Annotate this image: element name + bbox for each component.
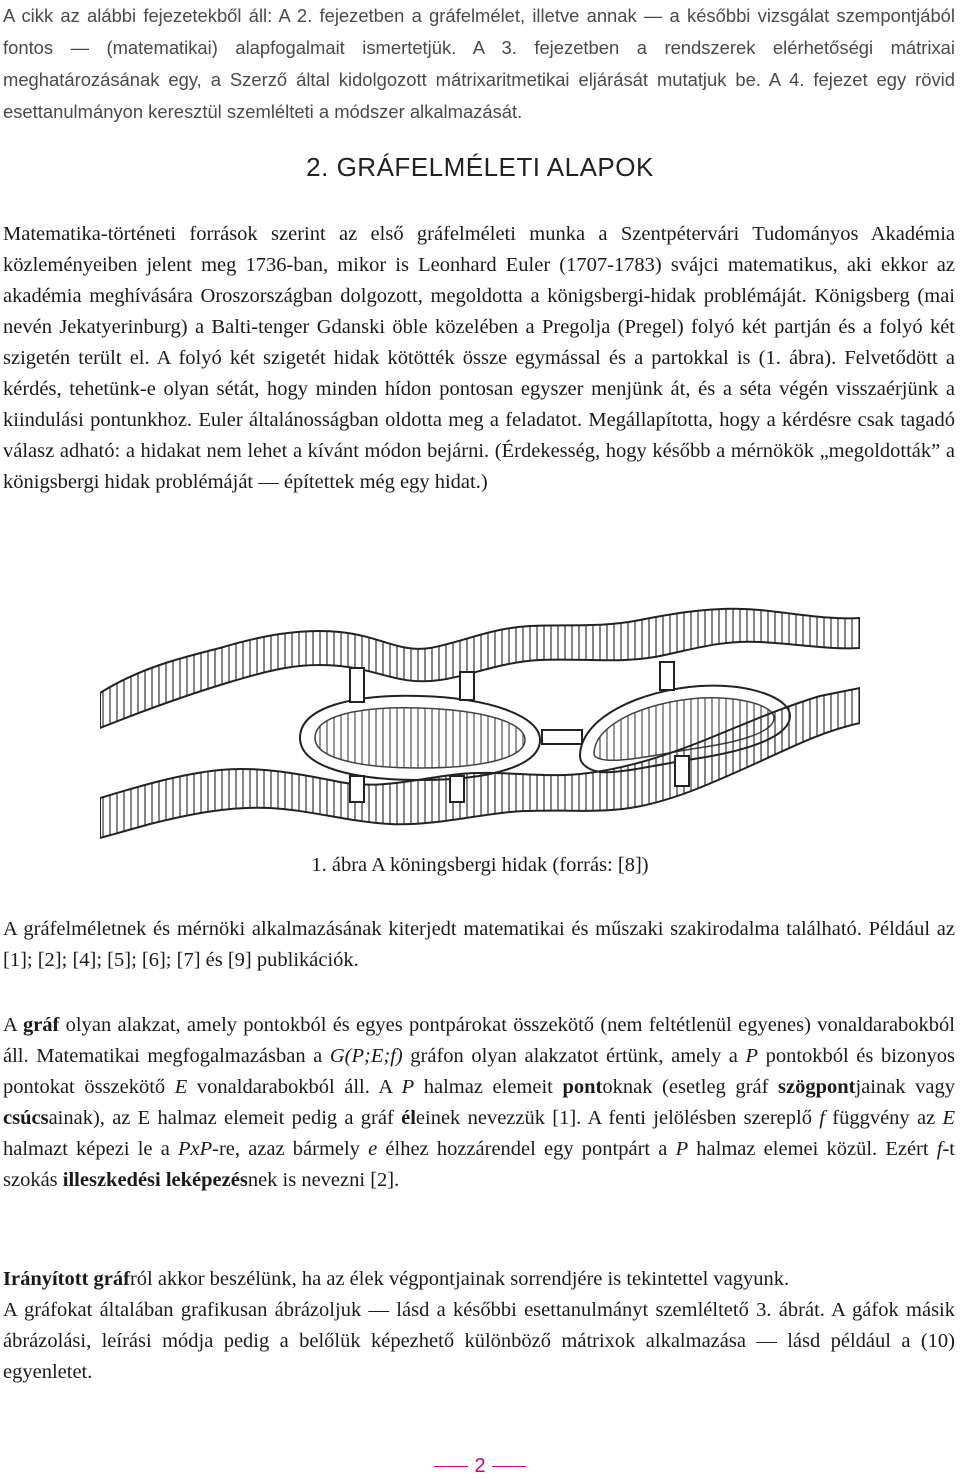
- page-number: [0, 1455, 960, 1478]
- text-run: -re, azaz bármely: [212, 1138, 369, 1160]
- intro-paragraph: A cikk az alábbi fejezetekből áll: A 2. fejezetben a gráfelmélet, illetve annak — a későbbi vizsgálat szempontjából fontos — (matematikai) alapfogalmait ismertetjük. A 3. fejezetben a rendszerek elérhetőségi mátrixai meghatározásának egy, a Szerző által kidolgozott mátrixaritmetikai eljárását mutatjuk be. A 4. fejezet egy rövid esettanulmányon keresztül szemlélteti a módszer alkalmazását.: [3, 5, 955, 122]
- term-point: pont: [562, 1076, 603, 1098]
- symbol-e: E: [174, 1076, 188, 1098]
- text-run: olyan alakzat, amely pontokból és egyes pontpárokat összekötő (nem feltétlenül egyenes) vonaldarabokból áll. Matematikai megfogalmazásban a: [3, 1014, 955, 1067]
- figure-caption: 1. ábra A köningsbergi hidak (forrás: [8]): [311, 854, 649, 876]
- graph-definition-paragraph: [3, 1010, 955, 1196]
- text-run: halmaz elemei közül. Ezért: [688, 1138, 937, 1160]
- directed-graph-paragraph: [3, 1264, 955, 1388]
- term-edge: él: [401, 1107, 416, 1129]
- symbol-pxp: PxP: [177, 1138, 213, 1160]
- page-number-value: 2: [474, 1455, 486, 1477]
- text-run: jainak vagy: [855, 1076, 956, 1098]
- symbol-p: P: [745, 1045, 759, 1067]
- symbol-f: f: [936, 1138, 943, 1160]
- text-run: einek nevezzük [1]. A fenti jelölésben szereplő: [415, 1107, 820, 1129]
- term-vertex: szögpont: [778, 1076, 856, 1098]
- symbol-f: f: [819, 1107, 825, 1129]
- literature-paragraph: A gráfelméletnek és mérnöki alkalmazásának kiterjedt matematikai és műszaki szakirodalma található. Például az [1]; [2]; [4]; [5]; [6]; [7] és [9] publikációk.: [3, 918, 955, 971]
- formula-gpef: G(P;E;f): [329, 1045, 403, 1067]
- term-graph: gráf: [22, 1014, 60, 1036]
- text-run: ainak), az E halmaz elemeit pedig a gráf: [48, 1107, 402, 1129]
- term-node: csúcs: [3, 1107, 49, 1129]
- term-directed-graph: Irányított gráf: [3, 1268, 130, 1290]
- text-run: -t szokás: [3, 1138, 955, 1191]
- history-paragraph: Matematika-történeti források szerint az első gráfelméleti munka a Szentpétervári Tudományos Akadémia közleményeiben jelent meg 1736-ban, mikor is Leonhard Euler (1707-1783) svájci matematikus, aki ekkor az akadémia meghívására Oroszországban dolgozott, megoldotta a königsbergi-hidak problémáját. Königsberg (mai nevén Jekatyerinburg) a Balti-tenger Gdanski öble közelében a Pregolja (Pregel) folyó két partján és a folyó két szigetén terült el. A folyó két szigetét hidak kötötték össze egymással és a partokkal is (1. ábra). Felvetődött a kérdés, tehetünk-e olyan sétát, hogy minden hídon pontosan egyszer menjünk át, és a séta végén visszaérjünk a kiindulási pontunkhoz. Euler általánosságban oldotta meg a feladatot. Megállapította, hogy a kérdésre csak tagadó válasz adható: a hidakat nem lehet a kívánt módon bejárni. (Érdekesség, hogy később a mérnökök „megoldották” a königsbergi hidak problémáját — építettek még egy hidat.): [3, 223, 955, 493]
- symbol-p: P: [401, 1076, 415, 1098]
- konigsberg-bridges-figure: [100, 598, 860, 858]
- text-run: ról akkor beszélünk, ha az élek végpontjainak sorrendjére is tekintettel vagyunk.: [129, 1268, 790, 1290]
- symbol-e-small: e: [368, 1138, 378, 1160]
- text-run: gráfon olyan alakzatot értünk, amely a: [402, 1045, 746, 1067]
- text-run: halmazt képezi le a: [3, 1138, 178, 1160]
- symbol-e: E: [942, 1107, 955, 1129]
- text-run: A gráfokat általában grafikusan ábrázoljuk — lásd a későbbi esettanulmányt szemléltető 3. ábrát. A gáfok másik ábrázolási, leírási módja pedig a belőlük képezhető különböző mátrixok alkalmazása — lásd például a (10) egyenletet.: [3, 1299, 955, 1383]
- text-run: élhez hozzárendel egy pontpárt a: [377, 1138, 676, 1160]
- text-run: halmaz elemeit: [414, 1076, 563, 1098]
- symbol-p: P: [675, 1138, 689, 1160]
- text-run: függvény az: [824, 1107, 943, 1129]
- konigsberg-map-illustration: [100, 598, 860, 858]
- text-run: A: [3, 1014, 23, 1036]
- text-run: nek is nevezni [2].: [247, 1169, 400, 1191]
- text-run: vonaldarabokból áll. A: [187, 1076, 402, 1098]
- section-heading: 2. GRÁFELMÉLETI ALAPOK: [306, 152, 654, 182]
- term-incidence-mapping: illeszkedési leképezés: [62, 1169, 248, 1191]
- text-run: pontokból és bizonyos pontokat összekötő: [3, 1045, 955, 1098]
- text-run: oknak (esetleg gráf: [602, 1076, 778, 1098]
